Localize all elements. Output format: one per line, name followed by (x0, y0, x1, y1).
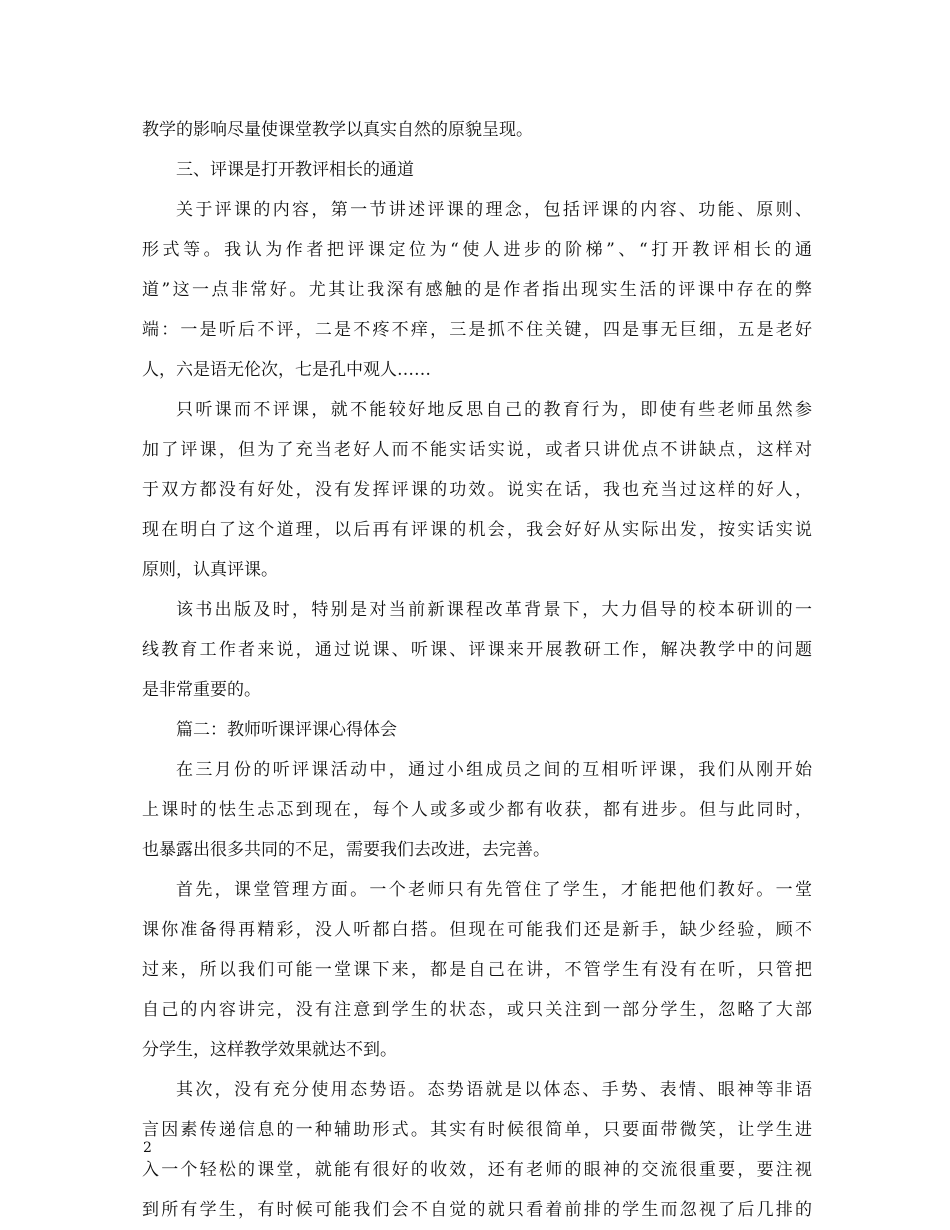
text-line: 三、评课是打开教评相长的通道 (176, 160, 414, 180)
page-number: 2 (143, 1140, 152, 1156)
text-line: 过来，所以我们可能一堂课下来，都是自己在讲，不管学生有没有在听，只管把 (142, 960, 812, 980)
text-line: 关于评课的内容，第一节讲述评课的理念，包括评课的内容、功能、原则、 (176, 200, 812, 220)
document-body (142, 110, 812, 1230)
text-line: 端：一是听后不评，二是不疼不痒，三是抓不住关键，四是事无巨细，五是老好 (142, 320, 812, 340)
text-line: 加了评课，但为了充当老好人而不能实话实说，或者只讲优点不讲缺点，这样对 (142, 440, 812, 460)
text-line: 教学的影响尽量使课堂教学以真实自然的原貌呈现。 (142, 120, 533, 140)
text-line: 也暴露出很多共同的不足，需要我们去改进，去完善。 (142, 840, 550, 860)
text-line: 上课时的怯生忐忑到现在，每个人或多或少都有收获，都有进步。但与此同时， (142, 800, 812, 820)
text-line: 该书出版及时，特别是对当前新课程改革背景下，大力倡导的校本研训的一 (176, 600, 812, 620)
text-line: 线教育工作者来说，通过说课、听课、评课来开展教研工作，解决教学中的问题 (142, 640, 812, 660)
text-line: 在三月份的听评课活动中，通过小组成员之间的互相听评课，我们从刚开始 (176, 760, 812, 780)
text-line: 首先，课堂管理方面。一个老师只有先管住了学生，才能把他们教好。一堂 (176, 880, 812, 900)
text-line: 言因素传递信息的一种辅助形式。其实有时候很简单，只要面带微笑，让学生进 (142, 1120, 812, 1140)
text-line: 其次，没有充分使用态势语。态势语就是以体态、手势、表情、眼神等非语 (176, 1080, 812, 1100)
text-line: 只听课而不评课，就不能较好地反思自己的教育行为，即使有些老师虽然参 (176, 400, 812, 420)
text-line: 分学生，这样教学效果就达不到。 (142, 1040, 397, 1060)
text-line: 到所有学生，有时候可能我们会不自觉的就只看着前排的学生而忽视了后几排的 (142, 1200, 812, 1220)
text-line: 课你准备得再精彩，没人听都白搭。但现在可能我们还是新手，缺少经验，顾不 (142, 920, 812, 940)
text-line: 形式等。我认为作者把评课定位为“使人进步的阶梯”、“打开教评相长的通 (142, 240, 812, 260)
text-line: 自己的内容讲完，没有注意到学生的状态，或只关注到一部分学生，忽略了大部 (142, 1000, 812, 1020)
text-line: 人，六是语无伦次，七是孔中观人…… (142, 360, 431, 380)
text-line: 原则，认真评课。 (142, 560, 278, 580)
text-line: 现在明白了这个道理，以后再有评课的机会，我会好好从实际出发，按实话实说 (142, 520, 812, 540)
text-line: 道”这一点非常好。尤其让我深有感触的是作者指出现实生活的评课中存在的弊 (142, 280, 812, 300)
text-line: 是非常重要的。 (142, 680, 261, 700)
text-line: 篇二：教师听课评课心得体会 (176, 720, 397, 740)
text-line: 入一个轻松的课堂，就能有很好的收效，还有老师的眼神的交流很重要，要注视 (142, 1160, 812, 1180)
text-line: 于双方都没有好处，没有发挥评课的功效。说实在话，我也充当过这样的好人， (142, 480, 812, 500)
